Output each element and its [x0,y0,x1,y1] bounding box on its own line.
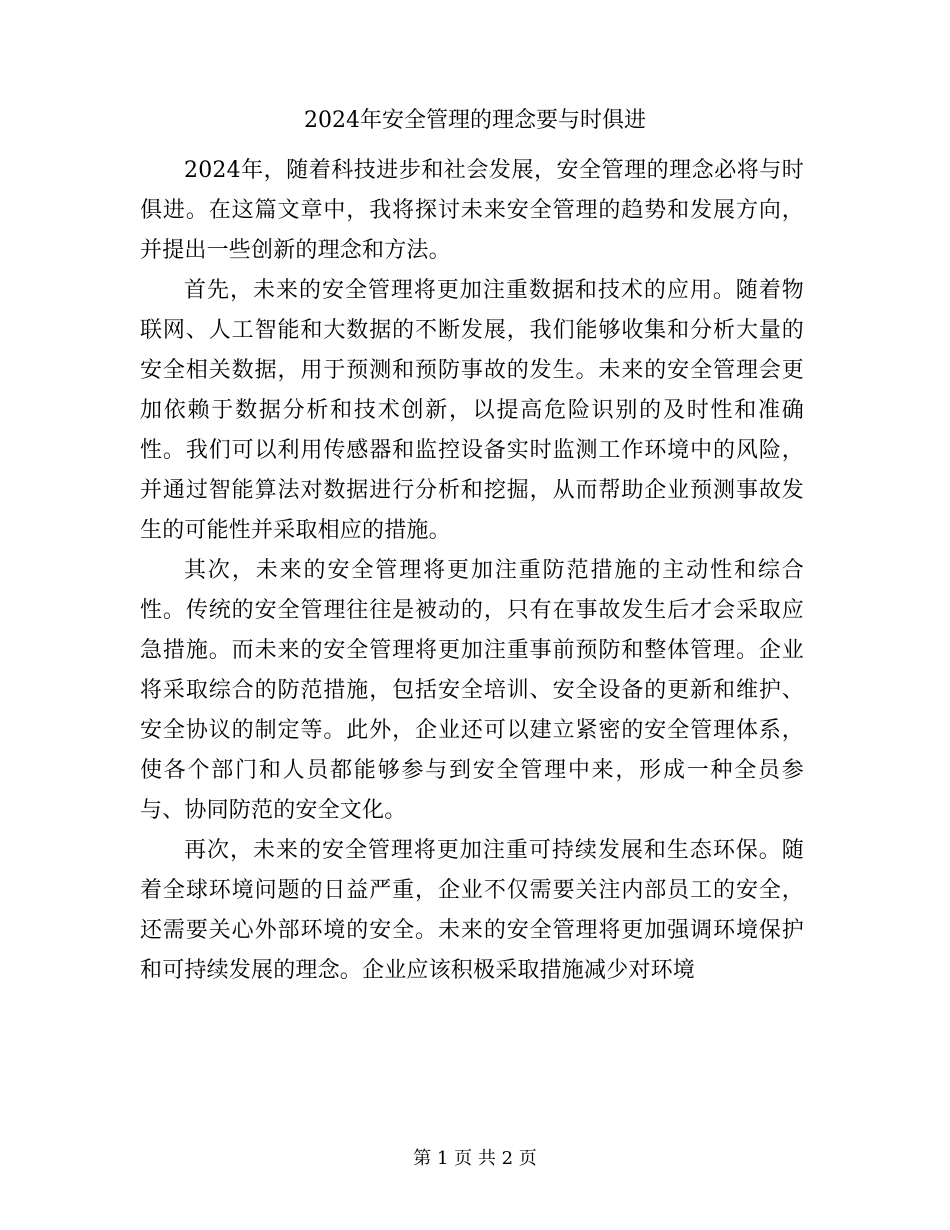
paragraph-first: 首先，未来的安全管理将更加注重数据和技术的应用。随着物联网、人工智能和大数据的不断发展，我们能够收集和分析大量的安全相关数据，用于预测和预防事故的发生。未来的安全管理会更加依赖于数据分析和技术创新，以提高危险识别的及时性和准确性。我们可以利用传感器和监控设备实时监测工作环境中的风险，并通过智能算法对数据进行分析和挖掘，从而帮助企业预测事故发生的可能性并采取相应的措施。 [140,278,804,543]
paragraph-intro: 2024年，随着科技进步和社会发展，安全管理的理念必将与时俱进。在这篇文章中，我将探讨未来安全管理的趋势和发展方向，并提出一些创新的理念和方法。 [140,158,804,263]
paragraph-third: 再次，未来的安全管理将更加注重可持续发展和生态环保。随着全球环境问题的日益严重，企业不仅需要关注内部员工的安全，还需要关心外部环境的安全。未来的安全管理将更加强调环境保护和可持续发展的理念。企业应该积极采取措施减少对环境 [140,838,804,983]
page-footer: 第 1 页 共 2 页 [413,1148,537,1169]
paragraph-second: 其次，未来的安全管理将更加注重防范措施的主动性和综合性。传统的安全管理往往是被动的，只有在事故发生后才会采取应急措施。而未来的安全管理将更加注重事前预防和整体管理。企业将采取综合的防范措施，包括安全培训、安全设备的更新和维护、安全协议的制定等。此外，企业还可以建立紧密的安全管理体系，使各个部门和人员都能够参与到安全管理中来，形成一种全员参与、协同防范的安全文化。 [140,558,804,823]
document-body [140,151,804,991]
document-title: 2024年安全管理的理念要与时俱进 [304,108,646,133]
